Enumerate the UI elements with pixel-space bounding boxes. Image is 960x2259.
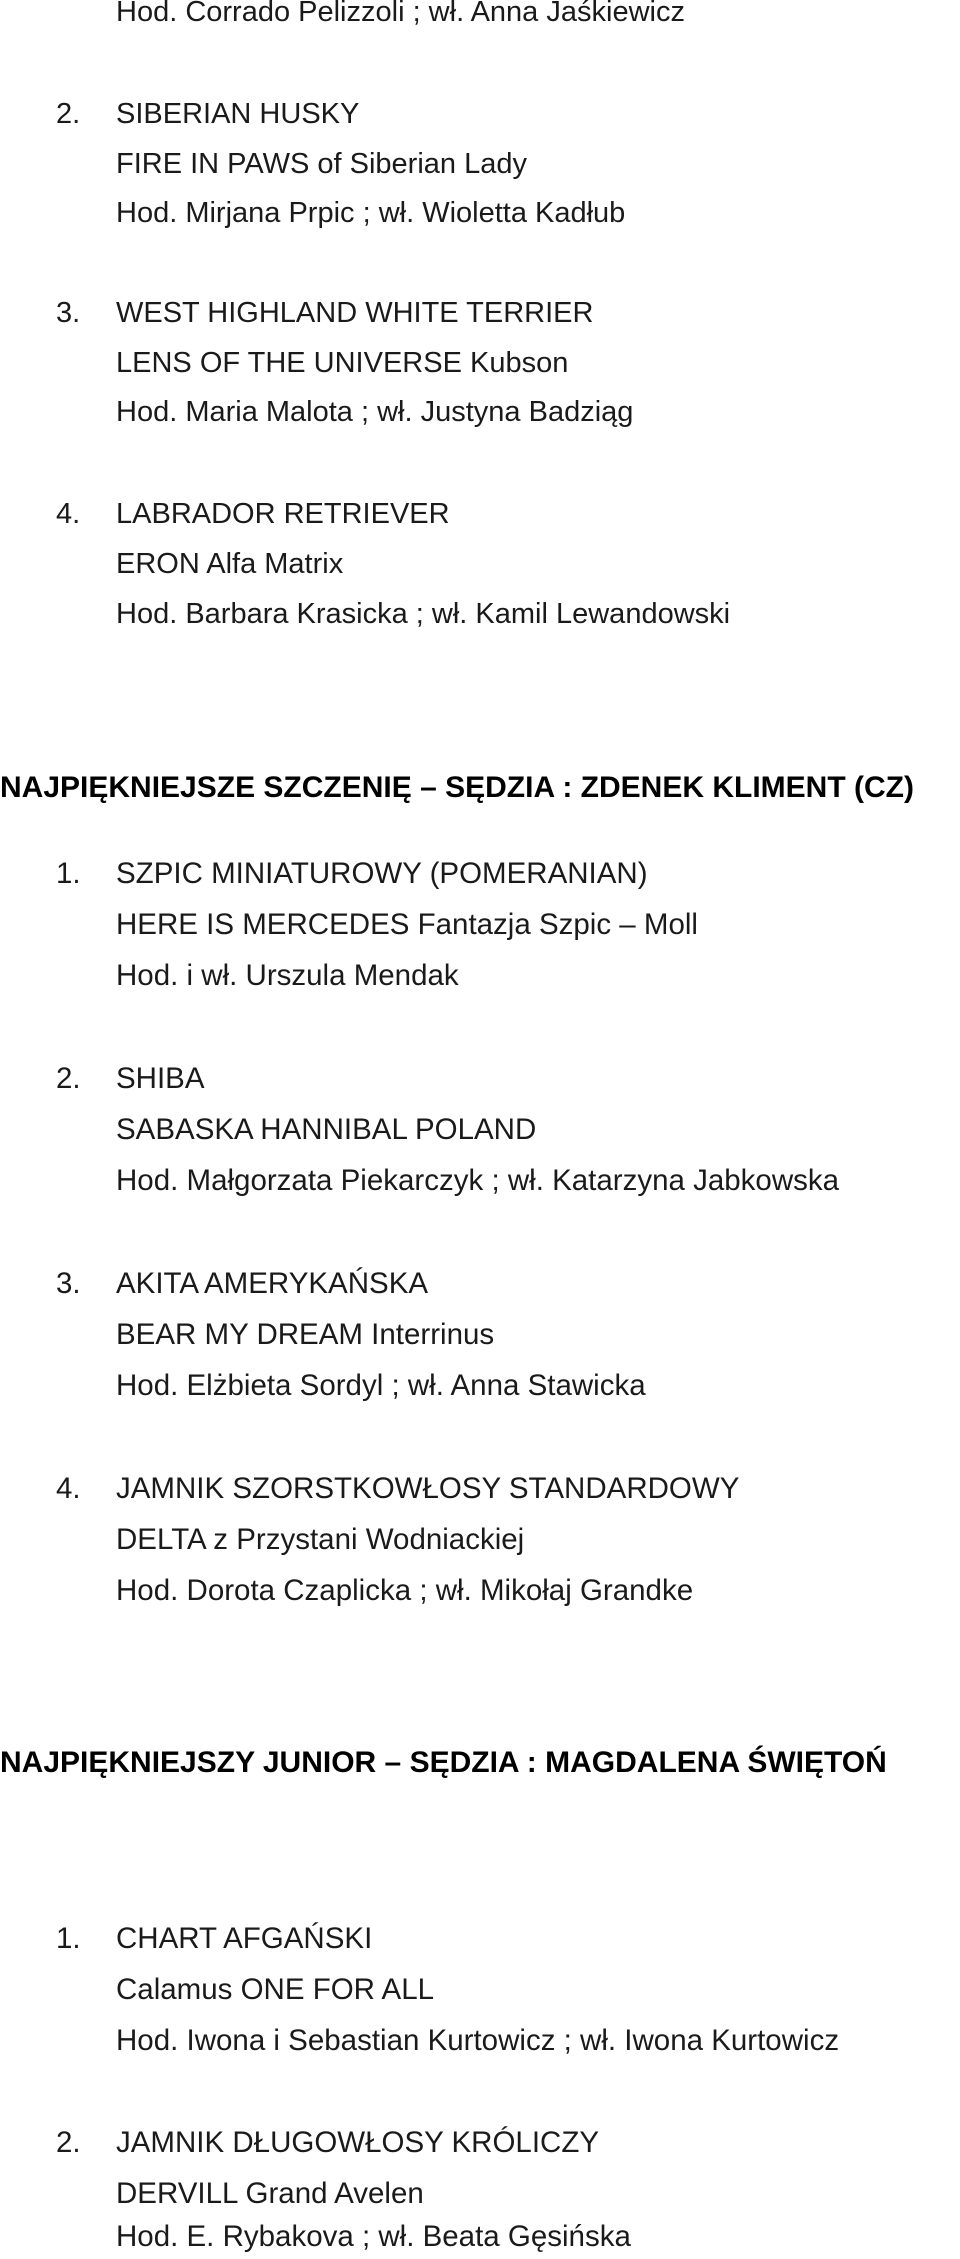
dog-name: LENS OF THE UNIVERSE Kubson xyxy=(116,347,569,379)
entry-number: 1. xyxy=(56,857,81,890)
owner-line: Hod. Mirjana Prpic ; wł. Wioletta Kadłub xyxy=(116,197,626,229)
dog-name: HERE IS MERCEDES Fantazja Szpic – Moll xyxy=(116,908,698,941)
breed-name: JAMNIK DŁUGOWŁOSY KRÓLICZY xyxy=(116,2126,600,2159)
entry-number: 2. xyxy=(56,98,81,130)
owner-line: Hod. Iwona i Sebastian Kurtowicz ; wł. Iwona Kurtowicz xyxy=(116,2024,840,2057)
dog-name: BEAR MY DREAM Interrinus xyxy=(116,1318,495,1351)
breed-name: SIBERIAN HUSKY xyxy=(116,98,360,130)
entry-number: 3. xyxy=(56,1267,81,1300)
entry-number: 3. xyxy=(56,297,81,329)
breed-name: JAMNIK SZORSTKOWŁOSY STANDARDOWY xyxy=(116,1472,740,1505)
breed-name: LABRADOR RETRIEVER xyxy=(116,498,450,530)
entry-number: 4. xyxy=(56,1472,81,1505)
dog-name: DELTA z Przystani Wodniackiej xyxy=(116,1523,525,1556)
dog-name: ERON Alfa Matrix xyxy=(116,548,344,580)
dog-name: DERVILL Grand Avelen xyxy=(116,2177,424,2210)
section-heading-junior: NAJPIĘKNIEJSZY JUNIOR – SĘDZIA : MAGDALENA ŚWIĘTOŃ xyxy=(0,1746,887,1779)
entry-number: 1. xyxy=(56,1922,81,1955)
owner-line: Hod. Maria Malota ; wł. Justyna Badziąg xyxy=(116,396,634,428)
entry-number: 2. xyxy=(56,2126,81,2159)
owner-line: Hod. Małgorzata Piekarczyk ; wł. Katarzyna Jabkowska xyxy=(116,1164,840,1197)
breed-name: SZPIC MINIATUROWY (POMERANIAN) xyxy=(116,857,648,890)
breed-name: SHIBA xyxy=(116,1062,205,1095)
entry-number: 4. xyxy=(56,498,81,530)
breed-name: WEST HIGHLAND WHITE TERRIER xyxy=(116,297,594,329)
entry-number: 2. xyxy=(56,1062,81,1095)
owner-line: Hod. Corrado Pelizzoli ; wł. Anna Jaśkiewicz xyxy=(116,0,685,28)
section-heading-puppy: NAJPIĘKNIEJSZE SZCZENIĘ – SĘDZIA : ZDENEK KLIMENT (CZ) xyxy=(0,771,914,804)
owner-line: Hod. i wł. Urszula Mendak xyxy=(116,959,459,992)
breed-name: CHART AFGAŃSKI xyxy=(116,1922,373,1955)
owner-line: Hod. Dorota Czaplicka ; wł. Mikołaj Grandke xyxy=(116,1574,694,1607)
owner-line: Hod. E. Rybakova ; wł. Beata Gęsińska xyxy=(116,2220,631,2253)
dog-name: SABASKA HANNIBAL POLAND xyxy=(116,1113,537,1146)
breed-name: AKITA AMERYKAŃSKA xyxy=(116,1267,429,1300)
owner-line: Hod. Barbara Krasicka ; wł. Kamil Lewandowski xyxy=(116,598,731,630)
owner-line: Hod. Elżbieta Sordyl ; wł. Anna Stawicka xyxy=(116,1369,646,1402)
dog-name: FIRE IN PAWS of Siberian Lady xyxy=(116,148,527,180)
dog-name: Calamus ONE FOR ALL xyxy=(116,1973,435,2006)
